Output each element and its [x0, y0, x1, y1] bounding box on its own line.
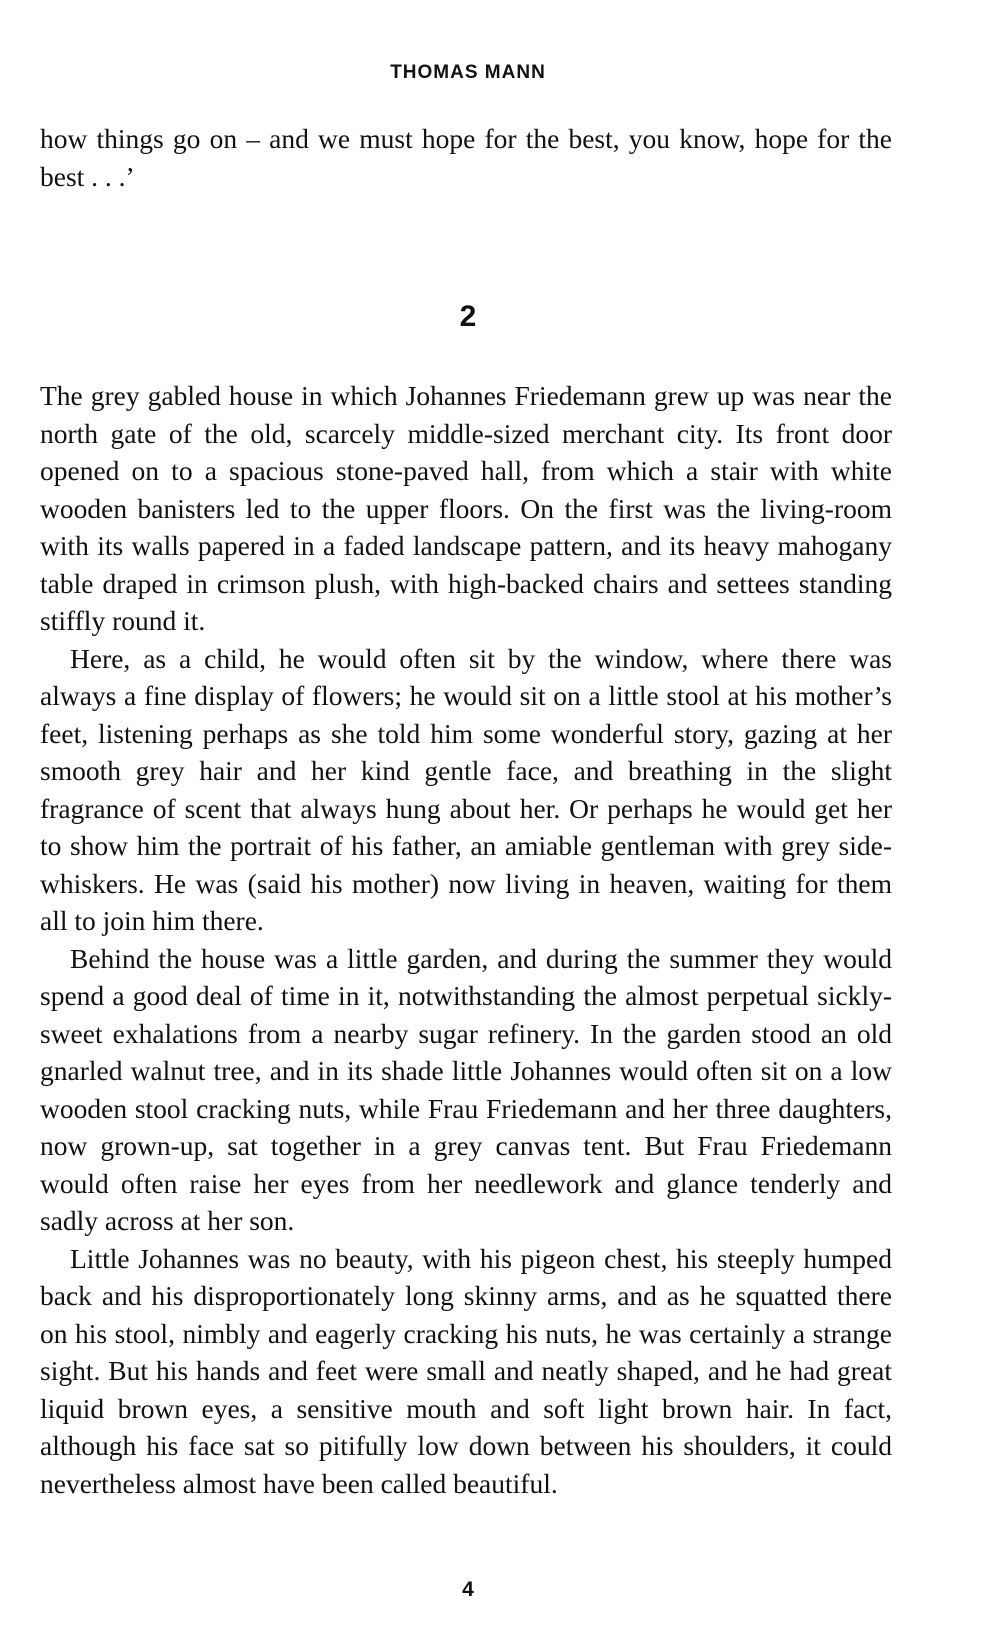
paragraph-4: Little Johannes was no beauty, with his pigeon chest, his steeply humped back and his disproportionately long skinny arms, and as he squatted there on his stool, nimbly and eagerly cracking his nuts, he was certainly a strange sight. But his hands and feet were small and neatly shaped, and he had great liquid brown eyes, a sensitive mouth and soft light brown hair. In fact, although his face sat so pitifully low down between his shoulders, it could nevertheless almost have been called beautiful. — [40, 1242, 892, 1499]
chapter-body — [40, 377, 892, 1502]
paragraph-2: Here, as a child, he would often sit by the window, where there was always a fine display of flowers; he would sit on a little stool at his mother’s feet, listening perhaps as she told him some wonderful story, gazing at her smooth grey hair and her kind gentle face, and breathing in the slight fragrance of scent that always hung about her. Or perhaps he would get her to show him the portrait of his father, an amiable gentleman with grey side-whiskers. He was (said his mother) now living in heaven, waiting for them all to join him there. — [40, 642, 892, 936]
chapter-number: 2 — [459, 300, 477, 333]
page-number: 4 — [462, 1578, 474, 1601]
paragraph-3: Behind the house was a little garden, and during the summer they would spend a good deal of time in it, notwithstanding the almost perpetual sickly-sweet exhalations from a nearby sugar refinery. In the garden stood an old gnarled walnut tree, and in its shade little Johannes would often sit on a low wooden stool cracking nuts, while Frau Friedemann and her three daughters, now grown-up, sat together in a grey canvas tent. But Frau Friedemann would often raise her eyes from her needlework and glance tenderly and sadly across at her son. — [40, 942, 892, 1236]
paragraph-1: The grey gabled house in which Johannes Friedemann grew up was near the north gate of the old, scarcely middle-sized merchant city. Its front door opened on to a spacious stone-paved hall, from which a stair with white wooden banisters led to the upper floors. On the first was the living-room with its walls papered in a faded landscape pattern, and its heavy mahogany table draped in crimson plush, with high-backed chairs and settees standing stiffly round it. — [40, 380, 892, 636]
opening-fragment: how things go on – and we must hope for the best, you know, hope for the best . . .’ — [40, 123, 892, 192]
running-head-author: THOMAS MANN — [390, 62, 546, 83]
